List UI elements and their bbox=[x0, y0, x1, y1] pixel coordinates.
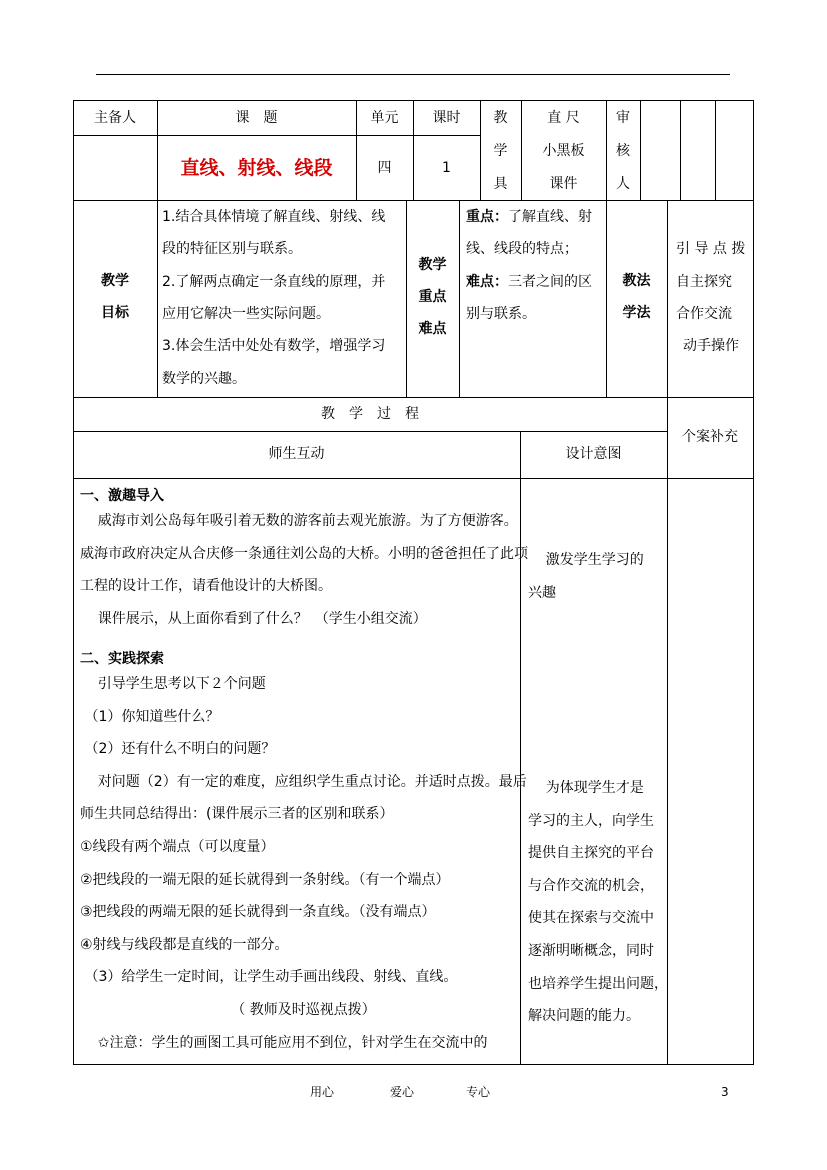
text-line: 为体现学生才是 bbox=[528, 780, 644, 796]
section-heading: 二、实践探索 bbox=[80, 651, 164, 667]
text-line: 激发学生学习的 bbox=[528, 552, 644, 568]
text-line: 课件展示，从上面你看到了什么？ （学生小组交流） bbox=[80, 610, 427, 627]
footer-word: 专心 bbox=[466, 1085, 491, 1099]
reviewer-label-3: 人 bbox=[616, 176, 630, 192]
intent-paragraph bbox=[528, 772, 668, 1033]
teaching-tools-label-2: 学 bbox=[493, 143, 508, 159]
text-line: 也培养学生提出问题， bbox=[528, 975, 668, 992]
key-point-text: 了解直线、射 bbox=[508, 209, 592, 225]
unit-value: 四 bbox=[377, 160, 392, 176]
text-line: 师生共同总结得出：(课件展示三者的区别和联系） bbox=[80, 806, 394, 823]
table-border-left bbox=[73, 100, 74, 1065]
objective-line: 2.了解两点确定一条直线的原理，并 bbox=[162, 274, 386, 290]
table-border-bottom bbox=[73, 1064, 754, 1065]
intent-column-header: 设计意图 bbox=[565, 446, 622, 462]
text-line: 工程的设计工作，请看他设计的大桥图。 bbox=[80, 578, 332, 595]
text-line: （ 教师及时巡视点拨） bbox=[80, 1001, 376, 1018]
text-line: ✩注意：学生的画图工具可能应用不到位，针对学生在交流中的 bbox=[80, 1034, 488, 1051]
text-line: ③把线段的两端无限的延长就得到一条直线。（没有端点） bbox=[80, 904, 436, 921]
text-line: ①线段有两个端点（可以度量） bbox=[80, 838, 275, 855]
header-rule bbox=[96, 74, 730, 75]
teaching-tools-label-3: 具 bbox=[493, 176, 508, 192]
difficulty-line bbox=[466, 274, 592, 290]
col-divider bbox=[680, 100, 681, 200]
row-divider bbox=[73, 431, 667, 432]
period-label: 课时 bbox=[432, 110, 461, 126]
table-border-right bbox=[753, 100, 754, 1065]
text-line: （2）还有什么不明白的问题？ bbox=[80, 741, 276, 758]
key-point-line: 线、线段的特点； bbox=[466, 241, 578, 257]
practice-paragraph bbox=[80, 668, 527, 1059]
col-divider bbox=[667, 200, 668, 397]
key-points-label-1: 教学 bbox=[418, 257, 447, 273]
objective-line: 应用它解决一些实际问题。 bbox=[162, 306, 330, 322]
tool-blackboard: 小黑板 bbox=[542, 143, 585, 159]
text-line: 使其在探索与交流中 bbox=[528, 910, 654, 927]
text-line: 解决问题的能力。 bbox=[528, 1008, 640, 1025]
footer-word: 用心 bbox=[310, 1085, 335, 1099]
col-divider bbox=[157, 100, 158, 397]
text-line: （3）给学生一定时间，让学生动手画出线段、射线、直线。 bbox=[80, 969, 458, 986]
section-heading: 一、激趣导入 bbox=[80, 488, 164, 504]
text-line: 学习的主人，向学生 bbox=[528, 812, 654, 829]
process-title: 教 学 过 程 bbox=[321, 406, 419, 422]
row-divider bbox=[73, 478, 754, 479]
page-number: 3 bbox=[721, 1085, 729, 1099]
intent-paragraph bbox=[528, 544, 644, 609]
objectives-label-1: 教学 bbox=[101, 273, 129, 289]
row-divider bbox=[73, 397, 754, 398]
text-line: （1）你知道些什么？ bbox=[80, 708, 220, 725]
text-line: 兴趣 bbox=[528, 584, 556, 601]
teaching-tools-label-1: 教 bbox=[493, 110, 508, 126]
lesson-title: 直线、射线、线段 bbox=[180, 157, 333, 179]
reviewer-label-2: 核 bbox=[616, 143, 630, 159]
col-divider bbox=[459, 200, 460, 397]
text-line: 提供自主探究的平台 bbox=[528, 845, 654, 862]
footer-word: 爱心 bbox=[390, 1085, 415, 1099]
key-points-label-3: 难点 bbox=[418, 321, 447, 337]
key-points-label-2: 重点 bbox=[418, 289, 447, 305]
method-item: 自主探究 bbox=[676, 274, 732, 290]
method-item: 引 导 点 拨 bbox=[676, 241, 746, 257]
objective-line: 3.体会生活中处处有数学，增强学习 bbox=[162, 338, 386, 354]
col-divider bbox=[606, 200, 607, 397]
objectives-label-2: 目标 bbox=[101, 305, 129, 321]
text-line: 逐渐明晰概念，同时 bbox=[528, 942, 654, 959]
key-point-label: 重点： bbox=[466, 209, 508, 225]
methods-label-2: 学法 bbox=[622, 305, 651, 321]
text-line: 引导学生思考以下２个问题 bbox=[80, 676, 266, 692]
supplement-label: 个案补充 bbox=[682, 429, 738, 445]
tool-courseware: 课件 bbox=[549, 176, 578, 192]
method-item: 动手操作 bbox=[683, 338, 739, 354]
objective-line: 段的特征区别与联系。 bbox=[162, 241, 302, 257]
interaction-column-header: 师生互动 bbox=[268, 446, 325, 462]
lead-preparer-label: 主备人 bbox=[94, 110, 136, 126]
tool-ruler: 直 尺 bbox=[547, 110, 580, 126]
objective-line: 数学的兴趣。 bbox=[162, 371, 246, 387]
intro-paragraph bbox=[80, 505, 528, 635]
reviewer-label-1: 审 bbox=[616, 110, 630, 126]
text-line: 威海市刘公岛每年吸引着无数的游客前去观光旅游。为了方便游客。 bbox=[80, 513, 518, 529]
difficulty-text: 三者之间的区 bbox=[508, 274, 592, 290]
difficulty-line: 别与联系。 bbox=[466, 306, 536, 322]
text-line: 对问题（2）有一定的难度，应组织学生重点讨论。并适时点拨。最后 bbox=[80, 773, 527, 790]
method-item: 合作交流 bbox=[676, 306, 732, 322]
row-divider bbox=[73, 200, 754, 201]
text-line: ②把线段的一端无限的延长就得到一条射线。（有一个端点） bbox=[80, 871, 450, 888]
period-value: 1 bbox=[442, 160, 451, 176]
lesson-plan-table bbox=[73, 100, 754, 1065]
topic-label: 课 题 bbox=[235, 110, 278, 126]
col-divider bbox=[640, 100, 641, 200]
difficulty-label: 难点： bbox=[466, 274, 508, 290]
col-divider bbox=[715, 100, 716, 200]
objective-line: 1.结合具体情境了解直线、射线、线 bbox=[162, 209, 386, 225]
text-line: 与合作交流的机会， bbox=[528, 877, 654, 894]
text-line: ④射线与线段都是直线的一部分。 bbox=[80, 936, 289, 953]
text-line: 威海市政府决定从合庆修一条通往刘公岛的大桥。小明的爸爸担任了此项 bbox=[80, 545, 528, 562]
unit-label: 单元 bbox=[370, 110, 399, 126]
methods-label-1: 教法 bbox=[622, 273, 651, 289]
key-point-line bbox=[466, 209, 592, 225]
row-divider bbox=[73, 135, 480, 136]
